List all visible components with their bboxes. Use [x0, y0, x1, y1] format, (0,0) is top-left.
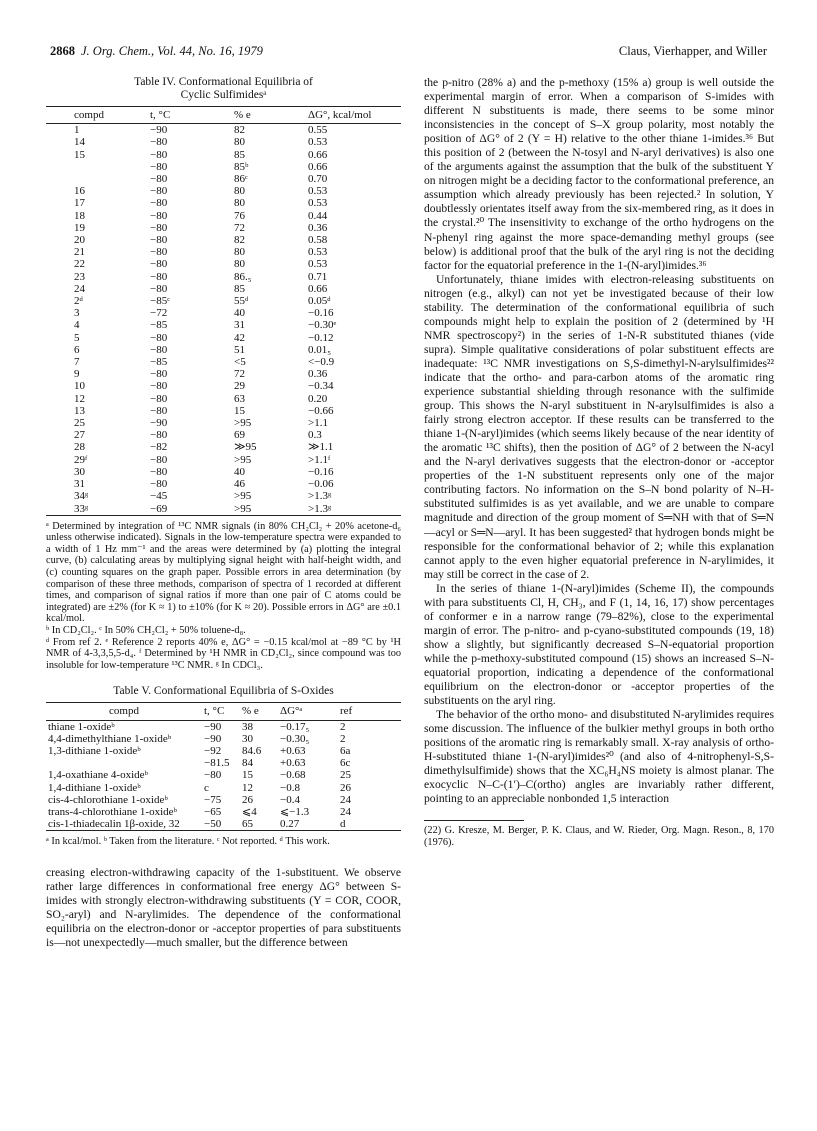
table5-footnote-text: ᵃ In kcal/mol. ᵇ Taken from the literature. ᶜ Not reported. ᵈ This work. — [46, 836, 330, 848]
cell-temp: −45 — [150, 490, 168, 503]
table-row — [46, 210, 401, 222]
table5-col-percent-e: % e — [240, 703, 278, 720]
cell-compd: 1,4-oxathiane 4-oxideᵇ — [48, 769, 148, 782]
table-row — [46, 380, 401, 392]
cell-compd: 33ᵍ — [46, 503, 148, 516]
cell-temp: −80 — [150, 136, 168, 149]
table4-caption-line1: Table IV. Conformational Equilibria of — [134, 76, 313, 88]
table5-col-temp: t, °C — [202, 703, 240, 720]
table-row — [46, 757, 401, 769]
cell-dg: ≫1.1 — [308, 441, 334, 454]
cell-dg: 0.58 — [308, 234, 328, 247]
table-row — [46, 441, 401, 453]
table4-footnote: ᵇ In CD₂Cl₂. ᶜ In 50% CH₂Cl₂ + 50% toluene-d₈. — [46, 625, 246, 637]
cell-compd: 27 — [74, 429, 85, 442]
cell-dg: +0.63 — [280, 745, 306, 758]
cell-compd: 5 — [74, 331, 80, 344]
table-row — [46, 271, 401, 283]
cell-temp: −85ᶜ — [150, 295, 171, 308]
cell-percent-e: 84 — [242, 757, 253, 770]
cell-temp: −80 — [150, 368, 168, 381]
cell-temp: −80 — [150, 282, 168, 295]
cell-percent-e: 82 — [234, 234, 245, 247]
cell-percent-e: 15 — [234, 404, 245, 417]
cell-ref: 2 — [340, 720, 346, 733]
cell-dg: >1.1 — [308, 417, 328, 430]
cell-dg: 0.53 — [308, 197, 328, 210]
table-row — [46, 173, 401, 185]
running-header — [50, 44, 767, 62]
reference-divider — [424, 820, 524, 821]
right-column — [424, 76, 774, 849]
table-row — [46, 429, 401, 441]
body-paragraph: the p-nitro (28% a) and the p-methoxy (15% a) group is well outside the experimental margin of error. When a comparison of S-imides with different N substituents is made, there seems to be some minor inconsistencies in the concept of S–X group polarity, most notably the position of ΔG° of 2 (Y = H) relative to the other thiane 1-imides.³⁶ But this position of 2 (between the N-tosyl and N-aryl derivatives) is also one of the arguments against the assumption that the bulk of the substituent Y on nitrogen might be a deciding factor to the conformational preference, an assumption which already previously has been rejected.² In solution, Y doubtlessly orientates itself away from the six-membered ring, as it does in the crystal.²⁰ The insensitivity to exchange of the ortho hydrogens on the N-phenyl ring against the more space-demanding methyl groups (see below) is additional proof that the bulk of the aryl ring is not the deciding factor for the equatorial preference in the 1-(N-aryl)imides.³⁶ — [424, 76, 774, 272]
cell-percent-e: 15 — [242, 769, 253, 782]
cell-dg: ⩽−1.3 — [280, 806, 310, 819]
table4-footnote: ᵃ Determined by integration of ¹³C NMR signals (in 80% CH₂Cl₂ + 20% acetone-d₆ unless otherwise indicated). Signals in the low-temperature spectra were expanded to a width of 1 Hz mm⁻¹ and the areas were determined by (a) plotting the integral curve, (b) calculating areas by multiplying signal height with half-height width, and (c) counting squares on the graph paper. Possible errors in area determination (by comparison of these three methods, comparison of spectra of 1 recorded at different times, and comparison of signal ratios if more than one pair of C atoms could be integrated) are ±2% (for K ≈ 1) to ±10% (for K ≈ 20). Possible errors in ΔG° are ±0.1 kcal/mol. — [46, 520, 401, 625]
cell-compd: 25 — [74, 417, 85, 430]
cell-compd: 24 — [74, 282, 85, 295]
table-row — [46, 745, 401, 757]
cell-dg: 0.44 — [308, 209, 328, 222]
cell-percent-e: 80 — [234, 136, 245, 149]
table4-col-dg: ΔG°, kcal/mol — [306, 107, 401, 124]
cell-percent-e: 69 — [234, 429, 245, 442]
table5-col-dg: ΔG°ᵃ — [278, 703, 338, 720]
cell-percent-e: 72 — [234, 368, 245, 381]
table4-col-compd: compd — [46, 107, 148, 124]
cell-percent-e: >95 — [234, 417, 252, 430]
cell-temp: −75 — [204, 793, 222, 806]
cell-temp: −82 — [150, 441, 168, 454]
cell-percent-e: >95 — [234, 453, 252, 466]
table-row — [46, 769, 401, 781]
cell-compd — [46, 173, 148, 185]
table-row — [46, 319, 401, 331]
cell-ref: d — [338, 818, 401, 831]
cell-dg: >1.1ᶠ — [308, 453, 331, 466]
cell-ref: 25 — [340, 769, 351, 782]
cell-temp: −80 — [150, 185, 168, 198]
cell-dg: 0.66 — [308, 160, 328, 173]
cell-dg: 0.66 — [308, 282, 328, 295]
cell-dg: 0.55 — [308, 124, 328, 137]
cell-dg: 0.3 — [308, 429, 322, 442]
table-row — [46, 794, 401, 806]
table4 — [46, 106, 401, 516]
cell-compd: 29ᶠ — [74, 453, 88, 466]
table-row — [46, 197, 401, 209]
table5-col-ref: ref — [338, 703, 401, 720]
cell-temp: −80 — [150, 331, 168, 344]
table-row — [46, 344, 401, 356]
cell-temp: −80 — [150, 404, 168, 417]
table-row — [46, 124, 401, 137]
cell-compd: 6 — [74, 343, 80, 356]
cell-percent-e: 86ᶜ — [234, 173, 248, 186]
cell-ref: 24 — [340, 793, 351, 806]
cell-compd: 20 — [74, 234, 85, 247]
cell-ref: 6c — [340, 757, 351, 770]
cell-temp: −80 — [150, 209, 168, 222]
cell-dg: >1.3ᵍ — [308, 490, 332, 503]
cell-dg: 0.53 — [308, 246, 328, 259]
cell-dg: 0.36 — [308, 368, 328, 381]
table4-header-row — [46, 107, 401, 124]
cell-compd: 4 — [74, 319, 80, 332]
table-row — [46, 393, 401, 405]
table-row — [46, 417, 401, 429]
cell-dg: 0.27 — [278, 818, 338, 831]
left-column — [46, 76, 401, 950]
cell-percent-e: 80 — [234, 246, 245, 259]
table-row — [46, 806, 401, 818]
cell-temp: −85 — [150, 356, 168, 369]
table-row — [46, 258, 401, 270]
cell-percent-e: 38 — [242, 720, 253, 733]
table5-footnote — [46, 836, 401, 848]
cell-dg: −0.17₅ — [280, 720, 310, 733]
cell-percent-e: 72 — [234, 221, 245, 234]
table-row — [46, 161, 401, 173]
table-row — [46, 332, 401, 344]
cell-compd: 23 — [74, 270, 85, 283]
reference-22: (22) G. Kresze, M. Berger, P. K. Claus, and W. Rieder, Org. Magn. Reson., 8, 170 (1976). — [424, 825, 774, 849]
cell-dg: 0.53 — [308, 185, 328, 198]
table-row — [46, 490, 401, 502]
cell-compd: 4,4-dimethylthiane 1-oxideᵇ — [48, 732, 172, 745]
cell-compd — [46, 757, 202, 769]
cell-temp: −80 — [150, 453, 168, 466]
cell-dg: −0.12 — [308, 331, 334, 344]
cell-ref: 2 — [340, 732, 346, 745]
table-row — [46, 782, 401, 794]
cell-dg: 0.53 — [308, 136, 328, 149]
table4-col-temp: t, °C — [148, 107, 232, 124]
cell-percent-e: 40 — [234, 465, 245, 478]
cell-temp: −80 — [150, 197, 168, 210]
cell-percent-e: 51 — [234, 343, 245, 356]
cell-compd — [46, 161, 148, 173]
table-row — [46, 720, 401, 733]
cell-compd: 3 — [74, 307, 80, 320]
cell-temp: −80 — [150, 160, 168, 173]
cell-compd: 12 — [74, 392, 85, 405]
cell-compd: 34ᵍ — [74, 490, 89, 503]
table5-body — [46, 720, 401, 831]
cell-dg: 0.01₅ — [308, 343, 332, 356]
table4-col-percent-e: % e — [232, 107, 306, 124]
cell-temp: −80 — [150, 270, 168, 283]
cell-compd: 21 — [74, 246, 85, 259]
cell-dg: +0.63 — [280, 757, 306, 770]
table-row — [46, 307, 401, 319]
cell-percent-e: 80 — [234, 185, 245, 198]
cell-temp: −80 — [150, 380, 168, 393]
cell-temp: −65 — [204, 806, 222, 819]
cell-compd: 15 — [74, 148, 85, 161]
cell-compd: trans-4-chlorothiane 1-oxideᵇ — [48, 806, 177, 819]
cell-dg: 0.05ᵈ — [308, 295, 331, 308]
table-row — [46, 454, 401, 466]
cell-percent-e: 80 — [234, 258, 245, 271]
cell-percent-e: 85ᵇ — [234, 160, 249, 173]
table-row — [46, 149, 401, 161]
table-row — [46, 733, 401, 745]
cell-dg: −0.34 — [308, 380, 334, 393]
table-row — [46, 466, 401, 478]
table5-header-row — [46, 703, 401, 720]
cell-dg: −0.8 — [280, 781, 300, 794]
cell-percent-e: 26 — [242, 793, 253, 806]
cell-dg: −0.16 — [308, 307, 334, 320]
body-paragraph: In the series of thiane 1-(N-aryl)imides (Scheme II), the compounds with para substituents Cl, H, CH₃, and F (1, 14, 16, 17) show percentages of conformer e in a narrow range (79–82%), close to the experimental margin of error. The p-nitro- and p-cyano-substituted compounds (19, 18) show a slightly, but significantly decreased S–N-equatorial proportion while the p-methoxy-substituted compound (15) shows an increased S–N-equatorial proportion, indicating a dependence of the conformational equilibrium on the electron-donor or -acceptor properties of the substituents on the aryl ring. — [424, 581, 774, 708]
cell-percent-e: ⩽4 — [242, 806, 257, 819]
table-row — [46, 368, 401, 380]
cell-compd: 30 — [74, 465, 85, 478]
cell-percent-e: <5 — [234, 356, 246, 369]
cell-temp: −90 — [204, 720, 222, 733]
left-paragraph: creasing electron-withdrawing capacity of the 1-substituent. We observe rather large differences in conformational free energy ΔG° between S-imides with strongly electron-withdrawing substituents (Y = COR, COOR, SO₂-aryl) and N-arylimides. The dependence of the conformational equilibria on the electron-donor or -acceptor properties of para substituents is—not unexpectedly—much smaller, but the difference between — [46, 866, 401, 950]
cell-temp: −80 — [150, 221, 168, 234]
cell-temp: −92 — [204, 745, 222, 758]
cell-compd: 9 — [74, 368, 80, 381]
cell-compd: thiane 1-oxideᵇ — [48, 720, 115, 733]
cell-compd: 17 — [74, 197, 85, 210]
cell-percent-e: 42 — [234, 331, 245, 344]
cell-temp: −69 — [148, 503, 232, 516]
cell-compd: 2ᵈ — [74, 295, 83, 308]
table-row — [46, 222, 401, 234]
cell-temp: c — [204, 781, 209, 794]
cell-percent-e: 12 — [242, 781, 253, 794]
cell-dg: 0.36 — [308, 221, 328, 234]
table-row — [46, 185, 401, 197]
cell-percent-e: 31 — [234, 319, 245, 332]
cell-percent-e: ≫95 — [234, 441, 257, 454]
table5 — [46, 702, 401, 831]
table-row — [46, 818, 401, 831]
cell-temp: −80 — [150, 258, 168, 271]
cell-dg: 0.53 — [308, 258, 328, 271]
cell-percent-e: 63 — [234, 392, 245, 405]
cell-compd: 28 — [74, 441, 85, 454]
cell-compd: 1,3-dithiane 1-oxideᵇ — [48, 745, 141, 758]
cell-compd: cis-1-thiadecalin 1β-oxide, 32 — [46, 818, 202, 831]
cell-compd: 18 — [74, 209, 85, 222]
table-row — [46, 234, 401, 246]
cell-temp: −80 — [150, 478, 168, 491]
cell-compd: 16 — [74, 185, 85, 198]
cell-temp: −50 — [202, 818, 240, 831]
cell-compd: 10 — [74, 380, 85, 393]
cell-dg: −0.16 — [308, 465, 334, 478]
cell-percent-e: >95 — [232, 503, 306, 516]
table4-caption-line2: Cyclic Sulfimidesᵃ — [180, 89, 267, 101]
cell-temp: −90 — [150, 124, 168, 137]
table-row — [46, 283, 401, 295]
cell-dg: 0.71 — [308, 270, 328, 283]
cell-percent-e: 85 — [234, 282, 245, 295]
cell-compd: 31 — [74, 478, 85, 491]
table-row — [46, 295, 401, 307]
cell-dg: <−0.9 — [308, 356, 335, 369]
cell-dg: −0.66 — [308, 404, 334, 417]
table4-footnotes — [46, 521, 401, 672]
cell-ref: 6a — [340, 745, 351, 758]
cell-temp: −80 — [150, 173, 168, 186]
cell-temp: −72 — [150, 307, 168, 320]
cell-ref: 26 — [340, 781, 351, 794]
cell-percent-e: 30 — [242, 732, 253, 745]
cell-percent-e: 65 — [240, 818, 278, 831]
cell-dg: −0.30ᵉ — [308, 319, 337, 332]
cell-dg: −0.68 — [280, 769, 306, 782]
cell-temp: −80 — [150, 392, 168, 405]
cell-compd: 22 — [74, 258, 85, 271]
cell-percent-e: 29 — [234, 380, 245, 393]
cell-temp: −85 — [150, 319, 168, 332]
cell-percent-e: >95 — [234, 490, 252, 503]
cell-percent-e: 85 — [234, 148, 245, 161]
cell-percent-e: 76 — [234, 209, 245, 222]
cell-temp: −90 — [204, 732, 222, 745]
cell-temp: −80 — [150, 234, 168, 247]
cell-temp: −80 — [204, 769, 222, 782]
table-row — [46, 503, 401, 516]
table-row — [46, 356, 401, 368]
right-body-text — [424, 76, 774, 806]
cell-ref: 24 — [340, 806, 351, 819]
cell-dg: >1.3ᵍ — [306, 503, 401, 516]
cell-dg: −0.06 — [308, 478, 334, 491]
cell-percent-e: 84.6 — [242, 745, 262, 758]
body-paragraph: Unfortunately, thiane imides with electron-releasing substituents on nitrogen (e.g., alkyl) can not yet be investigated because of their low stability. The determination of the conformational equilibria of such compounds might help to explain the position of 2 (determined by ¹H NMR spectroscopy²) in the series of 1-N-R substituted thianes (vide supra). Simple qualitative considerations of polar substituent effects are inadequate: ¹³C NMR investigations on S,S-dimethyl-N-arylsulfimides²² indicate that the ortho- and para-carbon atoms of the aromatic ring experience substantial shielding through resonance with the sulfimide group. This shows the N-aryl substituent in N-arylsulfimides is also a fairly strong electron acceptor. If these results can be transferred to the thiane 1-(N-aryl)imides (which seems likely because of the near identity of the aromatic ¹³C shifts), then the position of ΔG° of 2 between the N-acyl and the N-aryl derivatives suggests that the electron-donor or -acceptor properties of the 1-N substituent represents only one of the major contributing factors. No information on the S–N bond polarity of N–H-substituted sulfimides is as yet available, and we are unable to compare magnitude and direction of the group moment of S═NH with that of S═N—acyl or S═N—aryl. It has been suggested² that hydrogen bonds might be responsible for the conformational behavior of 2; while this explanation cannot apply to the even higher equatorial preference in N-arylimides, it may still be correct in the case of 2. — [424, 272, 774, 581]
cell-dg: 0.70 — [308, 173, 328, 186]
cell-temp: −80 — [150, 343, 168, 356]
table-row — [46, 246, 401, 258]
cell-compd: 13 — [74, 404, 85, 417]
cell-percent-e: 80 — [234, 197, 245, 210]
cell-temp: −80 — [150, 465, 168, 478]
page-number: 2868 — [50, 44, 75, 58]
table5-caption: Table V. Conformational Equilibria of S-Oxides — [113, 685, 334, 698]
table-row — [46, 136, 401, 148]
cell-percent-e: 40 — [234, 307, 245, 320]
table4-caption — [46, 76, 401, 102]
cell-dg: 0.66 — [308, 148, 328, 161]
cell-temp: −90 — [150, 417, 168, 430]
table5-col-compd: compd — [46, 703, 202, 720]
table4-footnote: ᵈ From ref 2. ᵉ Reference 2 reports 40% e, ΔG° = −0.15 kcal/mol at −89 °C by ¹H NMR of 4-3,3,5,5-d₄. ᶠ Determined by ¹H NMR in CD₂Cl₂, since compound was too insoluble for low-temperature ¹³C NMR. ᵍ In CDCl₃. — [46, 636, 401, 671]
cell-temp: −80 — [150, 246, 168, 259]
cell-compd: 1 — [74, 124, 80, 137]
cell-dg: 0.20 — [308, 392, 328, 405]
cell-percent-e: 82 — [234, 124, 245, 137]
cell-compd: 19 — [74, 221, 85, 234]
table4-body — [46, 124, 401, 516]
header-authors: Claus, Vierhapper, and Willer — [618, 44, 767, 58]
cell-percent-e: 86.₅ — [234, 270, 252, 283]
cell-percent-e: 46 — [234, 478, 245, 491]
cell-percent-e: 55ᵈ — [234, 295, 249, 308]
cell-compd: cis-4-chlorothiane 1-oxideᵇ — [48, 793, 168, 806]
cell-dg: −0.4 — [280, 793, 300, 806]
table-row — [46, 405, 401, 417]
header-left — [50, 44, 263, 59]
journal-citation: J. Org. Chem., Vol. 44, No. 16, 1979 — [81, 44, 263, 58]
cell-dg: −0.30₅ — [280, 732, 310, 745]
left-body-text — [46, 866, 401, 950]
body-paragraph: The behavior of the ortho mono- and disubstituted N-arylimides requires some discussion. The influence of the bulkier methyl groups in both ortho positions of the aromatic ring is remarkably small. X-ray analysis of ortho-H-substituted thiane 1-(N-aryl)imides²⁰ (and also of 4-nitrophenyl-S,S-dimethylsulfimide) shows that the XC₆H₄NS moiety is almost planar. The exocyclic N–C-(1′)–C(ortho) angles are invariably rather different, pointing to an appreciable nonbonded 1,5 interaction — [424, 708, 774, 806]
table-row — [46, 478, 401, 490]
cell-temp: −80 — [150, 429, 168, 442]
cell-compd: 1,4-dithiane 1-oxideᵇ — [48, 781, 141, 794]
cell-compd: 7 — [74, 356, 80, 369]
cell-temp: −81.5 — [204, 757, 230, 770]
cell-temp: −80 — [150, 148, 168, 161]
cell-compd: 14 — [74, 136, 85, 149]
